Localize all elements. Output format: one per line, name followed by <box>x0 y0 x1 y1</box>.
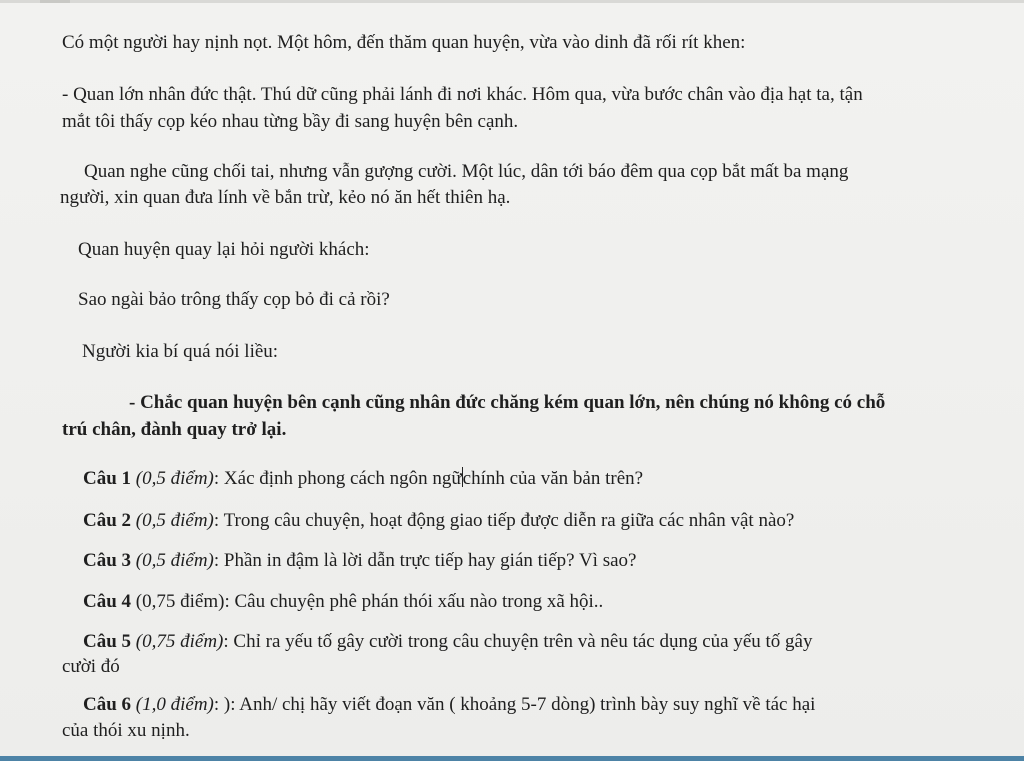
question-5-points: (0,75 điểm) <box>135 631 224 652</box>
question-4-points: (0,75 điểm) <box>135 591 225 612</box>
question-3-label: Câu 3 <box>83 550 132 571</box>
question-3-points: (0,5 điểm) <box>135 550 214 571</box>
passage-reaction-line-2: người, xin quan đưa lính về bắn trừ, kẻo nó ăn hết thiên hạ. <box>60 187 511 208</box>
question-6-line-1 <box>83 693 815 717</box>
question-6-line-2: của thói xu nịnh. <box>62 720 190 741</box>
question-5-text: : Chỉ ra yếu tố gây cười trong câu chuyện trên và nêu tác dụng của yếu tố gây <box>223 631 813 652</box>
question-6-text: : ): Anh/ chị hãy viết đoạn văn ( khoảng 5-7 dòng) trình bày suy nghĩ về tác hại <box>213 694 816 715</box>
passage-bold-line-2: trú chân, đành quay trở lại. <box>62 419 287 440</box>
passage-reply-intro: Người kia bí quá nói liều: <box>82 341 279 362</box>
bottom-accent-bar <box>0 756 1024 761</box>
question-1-label: Câu 1 <box>83 468 132 489</box>
passage-question-line: Quan huyện quay lại hỏi người khách: <box>78 239 370 260</box>
question-1-points: (0,5 điểm) <box>135 468 214 489</box>
question-5-line-1 <box>83 630 812 654</box>
question-2 <box>83 509 794 533</box>
top-edge-mark <box>40 0 70 3</box>
question-3-text: : Phần in đậm là lời dẫn trực tiếp hay gián tiếp? Vì sao? <box>213 550 637 571</box>
passage-reaction-line-1: Quan nghe cũng chối tai, nhưng vẫn gượng cười. Một lúc, dân tới báo đêm qua cọp bắt mất ba mạng <box>84 161 849 182</box>
question-2-label: Câu 2 <box>83 510 132 531</box>
passage-praise-line-1: - Quan lớn nhân đức thật. Thú dữ cũng phải lánh đi nơi khác. Hôm qua, vừa bước chân vào địa hạt ta, tận <box>62 84 863 105</box>
question-4-label: Câu 4 <box>83 591 132 612</box>
top-edge-strip <box>0 0 1024 3</box>
question-5-label: Câu 5 <box>83 631 132 652</box>
question-6-points: (1,0 điểm) <box>135 694 214 715</box>
question-1-text-after: chính của văn bản trên? <box>462 468 644 489</box>
question-4-text: : Câu chuyện phê phán thói xấu nào trong xã hội.. <box>224 591 604 612</box>
question-2-text: : Trong câu chuyện, hoạt động giao tiếp được diễn ra giữa các nhân vật nào? <box>213 510 795 531</box>
passage-bold-line-1: - Chắc quan huyện bên cạnh cũng nhân đức chăng kém quan lớn, nên chúng nó không có chỗ <box>129 392 886 413</box>
question-3 <box>83 549 636 573</box>
question-1-text-before: : Xác định phong cách ngôn ngữ <box>213 468 462 489</box>
question-1 <box>83 467 643 491</box>
question-4 <box>83 590 603 614</box>
passage-dialogue-line: Sao ngài bảo trông thấy cọp bỏ đi cả rồi? <box>78 289 390 310</box>
question-5-line-2: cười đó <box>62 656 120 677</box>
passage-intro: Có một người hay nịnh nọt. Một hôm, đến thăm quan huyện, vừa vào dinh đã rối rít khen: <box>62 32 746 53</box>
passage-praise-line-2: mắt tôi thấy cọp kéo nhau từng bầy đi sang huyện bên cạnh. <box>62 111 519 132</box>
question-2-points: (0,5 điểm) <box>135 510 214 531</box>
question-6-label: Câu 6 <box>83 694 132 715</box>
